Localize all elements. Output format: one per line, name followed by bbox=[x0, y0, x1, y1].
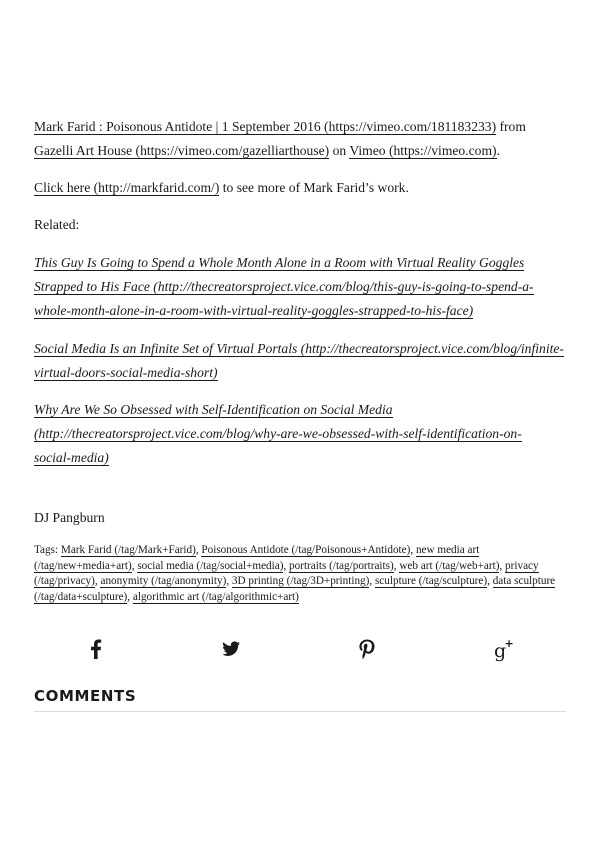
tag-separator: , bbox=[127, 590, 133, 603]
comments-heading: COMMENTS bbox=[34, 687, 137, 705]
svg-text:g: g bbox=[494, 640, 507, 662]
related-link-3[interactable]: Why Are We So Obsessed with Self-Identification on Social Media bbox=[34, 402, 393, 417]
pinterest-icon[interactable] bbox=[353, 635, 381, 663]
tag-separator: , bbox=[499, 559, 506, 572]
facebook-icon[interactable] bbox=[82, 635, 110, 663]
related-item bbox=[34, 398, 566, 470]
artist-site-link[interactable]: Click here (http://markfarid.com/) bbox=[34, 180, 220, 195]
google-plus-icon[interactable] bbox=[489, 635, 517, 663]
tag-separator: , bbox=[410, 544, 416, 556]
svg-text:+: + bbox=[504, 637, 514, 650]
tag-separator: , bbox=[94, 575, 101, 587]
author-name: DJ Pangburn bbox=[34, 510, 105, 525]
tag-separator: , bbox=[369, 575, 375, 587]
tag-link[interactable]: Mark Farid (/tag/Mark+Farid) bbox=[60, 544, 196, 556]
twitter-icon[interactable] bbox=[217, 635, 245, 663]
vimeo-link[interactable]: Vimeo (https://vimeo.com) bbox=[349, 143, 497, 158]
tag-link[interactable]: sculpture (/tag/sculpture) bbox=[374, 575, 488, 587]
share-bar bbox=[34, 635, 566, 663]
tag-separator: , bbox=[195, 544, 202, 556]
related-link-1[interactable]: This Guy Is Going to Spend a Whole Month Alone in a Room with Virtual Reality Goggles bbox=[34, 255, 525, 270]
related-link-1-cont[interactable]: Strapped to His Face (http://thecreatorsproject.vice.com/blog/this-guy-is-going-to-spend-a- bbox=[34, 279, 534, 294]
from-text: from bbox=[496, 119, 526, 134]
tag-link[interactable]: 3D printing (/tag/3D+printing) bbox=[231, 575, 370, 587]
tag-separator: , bbox=[393, 559, 400, 572]
related-item bbox=[34, 337, 566, 385]
tags-label: Tags: bbox=[34, 544, 61, 556]
tag-link[interactable]: Poisonous Antidote (/tag/Poisonous+Antidote) bbox=[201, 544, 411, 556]
tag-link[interactable]: web art (/tag/web+art) bbox=[399, 559, 500, 572]
related-link-3-cont[interactable]: (http://thecreatorsproject.vice.com/blog/why-are-we-obsessed-with-self-identification-on- bbox=[34, 426, 522, 441]
tag-separator: , bbox=[226, 575, 232, 587]
tag-link[interactable]: social media (/tag/social+media) bbox=[137, 559, 284, 572]
embed-caption bbox=[34, 115, 566, 163]
video-link[interactable]: Mark Farid : Poisonous Antidote | 1 September 2016 (https://vimeo.com/181183233) bbox=[34, 119, 497, 134]
tag-separator: , bbox=[283, 559, 290, 572]
related-link-2[interactable]: Social Media Is an Infinite Set of Virtual Portals (http://thecreatorsproject.vice.com/blog/infinite- bbox=[34, 341, 564, 356]
tag-link[interactable]: algorithmic art (/tag/algorithmic+art) bbox=[132, 590, 299, 603]
more-work-line bbox=[34, 176, 566, 200]
tag-link[interactable]: data sculpture (/tag/data+sculpture) bbox=[34, 575, 556, 603]
tag-link[interactable]: portraits (/tag/portraits) bbox=[289, 559, 394, 572]
tag-link[interactable]: privacy (/tag/privacy) bbox=[34, 559, 539, 587]
tag-separator: , bbox=[131, 559, 138, 572]
related-heading: Related: bbox=[34, 217, 80, 232]
period-text: . bbox=[496, 143, 500, 158]
comments-divider bbox=[34, 711, 566, 712]
channel-link[interactable]: Gazelli Art House (https://vimeo.com/gazelliarthouse) bbox=[34, 143, 330, 158]
related-item bbox=[34, 251, 566, 323]
tag-separator: , bbox=[487, 575, 493, 587]
more-work-text: to see more of Mark Farid’s work. bbox=[219, 180, 409, 195]
tag-link[interactable]: new media art (/tag/new+media+art) bbox=[34, 544, 480, 572]
tags-list bbox=[34, 543, 566, 605]
related-link-1-cont[interactable]: whole-month-alone-in-a-room-with-virtual-reality-goggles-strapped-to-his-face) bbox=[34, 303, 474, 318]
on-text: on bbox=[329, 143, 350, 158]
related-link-2-cont[interactable]: virtual-doors-social-media-short) bbox=[34, 365, 218, 380]
tag-link[interactable]: anonymity (/tag/anonymity) bbox=[100, 575, 227, 587]
related-link-3-cont[interactable]: social-media) bbox=[34, 450, 109, 465]
